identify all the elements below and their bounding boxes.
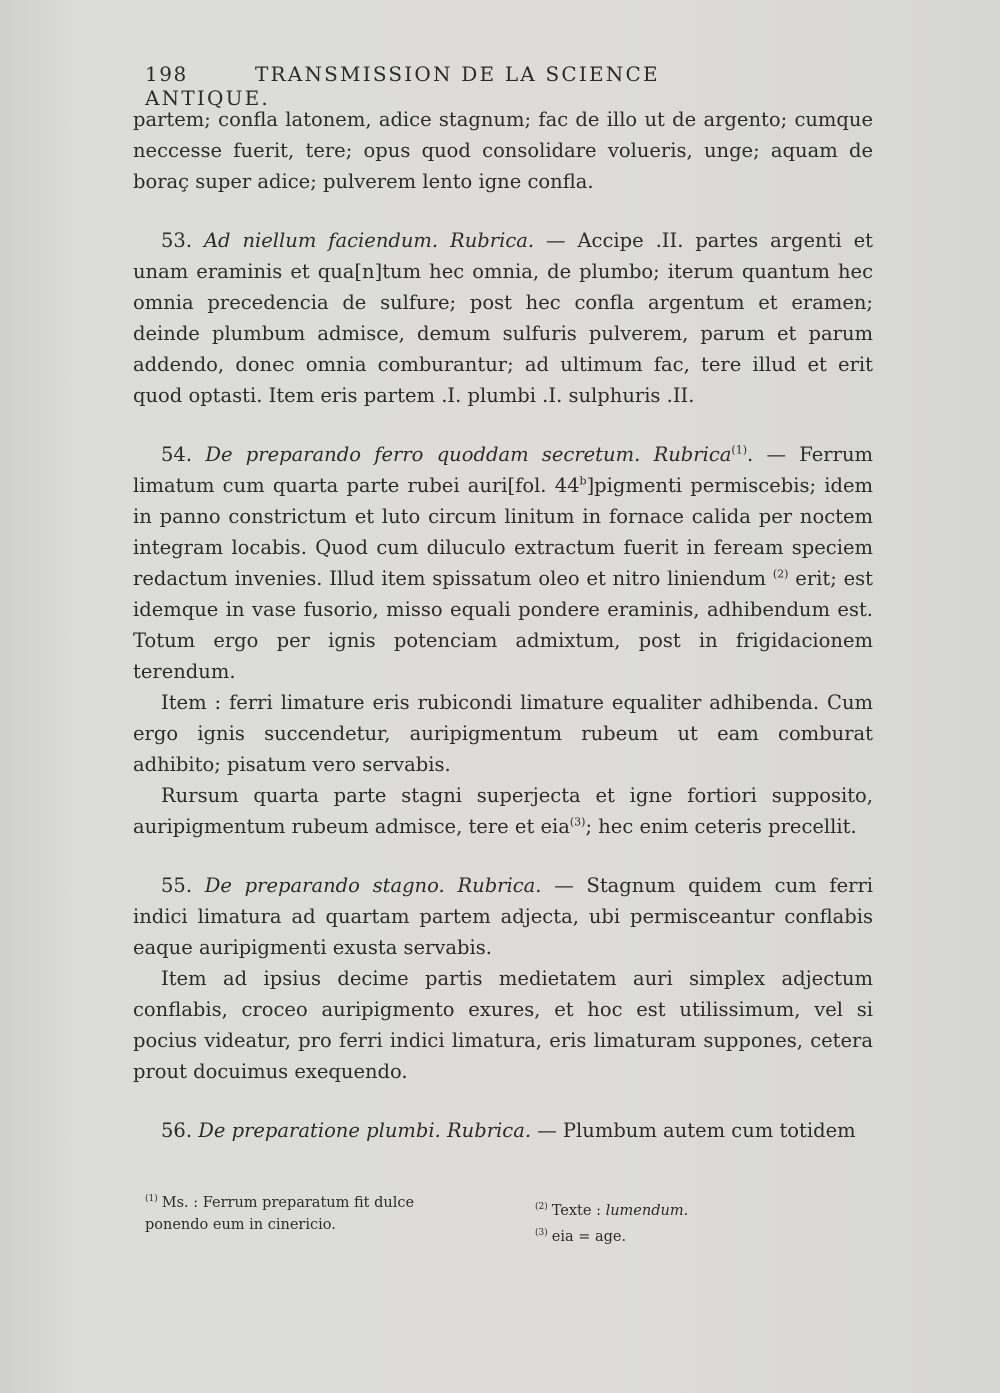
section-55-paragraph-2 <box>133 963 873 1087</box>
section-text: — Plumbum autem cum totidem <box>531 1119 856 1142</box>
footnote-mark: (1) <box>145 1194 158 1204</box>
section-text: — Accipe .II. partes argenti et unam eraminis et qua[n]tum hec omnia, de plumbo; iterum quantum hec omnia precedencia de sulfure; post hec confla argentum et eramen; deinde plumbum admisce, demum sulfuris pulverem, parum et parum addendo, donec omnia comburantur; ad ultimum fac, tere illud et erit quod optasti. Item eris partem .I. plumbi .I. sulphuris .II. <box>133 229 873 407</box>
section-54 <box>133 439 873 687</box>
footnote-mark: (3) <box>535 1227 548 1238</box>
paragraph-text: ; hec enim ceteris precellit. <box>585 815 857 838</box>
section-number: 55. <box>161 874 193 897</box>
page-number: 198 <box>145 62 188 86</box>
section-text: erit; est idemque in vase fusorio, misso equali pondere eraminis, adhibendum est. Totum ergo per ignis potenciam admixtum, post in frigidacionem terendum. <box>133 567 873 683</box>
section-text: ]pigmenti permiscebis; idem in panno constrictum et luto circum linitum in fornace calida per noctem integram locabis. Quod cum diluculo extractum fuerit in feream speciem redactum invenies. Illud item spissatum oleo et nitro liniendum <box>133 474 873 590</box>
section-title: De preparando stagno. Rubrica. <box>204 874 542 897</box>
section-text: — Stagnum quidem cum ferri indici limatura ad quartam partem adjecta, ubi permisceantur conflabis eaque auripigmenti exusta servabis. <box>133 874 873 959</box>
section-number: 54. <box>161 443 193 466</box>
paragraph-continuation <box>133 104 873 197</box>
section-number: 53. <box>161 229 193 252</box>
footnote-ref-2: (2) <box>772 567 789 581</box>
footnote-ref-3: (3) <box>569 815 586 829</box>
paragraph-text: Item ad ipsius decime partis medietatem auri simplex adjectum conflabis, croceo auripigmento exures, et hoc est utilissimum, vel si pocius videatur, pro ferri indici limatura, eris limaturam suppones, cetera prout docuimus exequendo. <box>133 967 873 1083</box>
running-header <box>145 62 785 110</box>
footnotes-right-column <box>535 1196 735 1248</box>
section-53 <box>133 225 873 411</box>
main-text <box>133 104 873 1146</box>
section-title: Ad niellum faciendum. Rubrica. <box>203 229 535 252</box>
section-56 <box>133 1115 873 1146</box>
paragraph-text: Rursum quarta parte stagni superjecta et igne fortiori supposito, auripigmentum rubeum admisce, tere et eia <box>133 784 873 838</box>
section-title: De preparatione plumbi. Rubrica. <box>198 1119 532 1142</box>
footnote-text: eia = age. <box>551 1228 627 1245</box>
section-text: . — Ferrum limatum cum quarta parte rubei auri[fol. 44 <box>133 443 873 497</box>
footnote-italic-text: lumendum. <box>605 1202 689 1219</box>
section-54-paragraph-2 <box>133 687 873 780</box>
footnote-text: Texte : <box>551 1202 606 1219</box>
section-title: De preparando ferro quoddam secretum. Rubrica <box>205 443 732 466</box>
footnote-ref-1: (1) <box>731 443 747 457</box>
footnote-3 <box>535 1222 735 1248</box>
footnote-2 <box>535 1196 735 1222</box>
paragraph-text: partem; confla latonem, adice stagnum; fac de illo ut de argento; cumque neccesse fuerit, tere; opus quod consolidare volueris, unge; aquam de boraç super adice; pulverem lento igne confla. <box>133 108 873 193</box>
folio-superscript: b <box>579 474 587 488</box>
section-number: 56. <box>161 1119 193 1142</box>
paragraph-text: Item : ferri limature eris rubicondi limature equaliter adhibenda. Cum ergo ignis succendetur, auripigmentum rubeum ut eam comburat adhibito; pisatum vero servabis. <box>133 691 873 776</box>
running-title: TRANSMISSION DE LA SCIENCE ANTIQUE. <box>145 62 660 110</box>
footnote-text: Ms. : Ferrum preparatum fit dulce ponendo eum in cinericio. <box>145 1194 415 1233</box>
footnote-mark: (2) <box>535 1202 548 1212</box>
section-55 <box>133 870 873 963</box>
footnote-1 <box>145 1188 465 1236</box>
section-54-paragraph-3 <box>133 780 873 842</box>
